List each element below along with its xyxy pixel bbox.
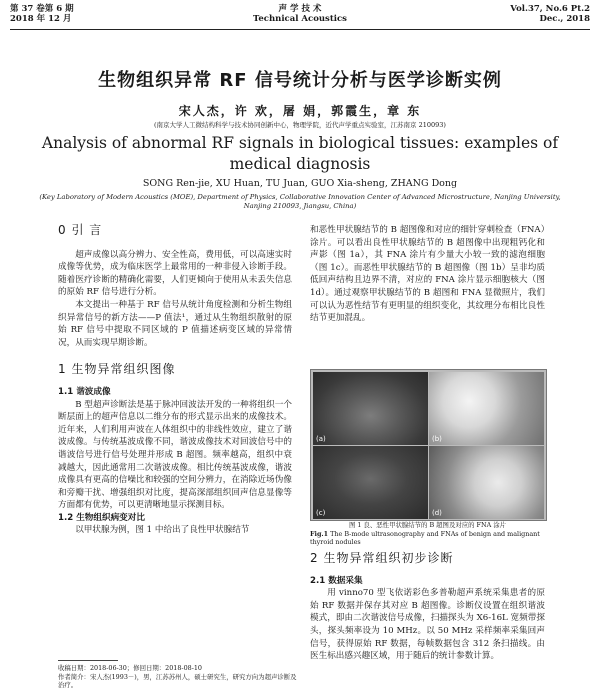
subsection-2-1-heading: 2.1 数据采集: [310, 575, 363, 586]
affiliation-cn: (南京大学人工微结构科学与技术协同创新中心，物理学院，近代声学重点实验室，江苏南京 210093): [154, 121, 446, 129]
header-center: [10, 4, 590, 24]
figure-panel-a: [313, 372, 428, 445]
caption-en-label: Fig.1: [310, 529, 329, 538]
tissue-comparison-paragraph: 以甲状腺为例，图 1 中给出了良性甲状腺结节: [75, 525, 250, 536]
intro-paragraph-1: 超声成像以高分辨力、安全性高，费用低，可以高速实时成像等优势，成为临床医学上最常用的一种非侵入诊断手段。随着医疗诊断的精确化需要，人们更倾向于使用从未丢失信息的原始 RF 信号进行分析。: [58, 249, 292, 298]
affiliation-en: (Key Laboratory of Modern Acoustics (MOE), Department of Physics, Collaborative Innovation Center of Advanced Microstructure, Nanjing University, Nanjing 210093, Jiangsu, China): [39, 193, 561, 210]
section-1-heading: 1 生物异常组织图像: [58, 362, 176, 377]
footnote: [58, 664, 298, 690]
data-collection-paragraph: 用 vinno70 型飞依诺彩色多普勒超声系统采集患者的原始 RF 数据并保存其对应 B 超图像。诊断仪设置在组织谐波模式，即由二次谐波信号成像，扫描探头为 X6-16L 宽频带探头，探头频率设为 10 MHz。以 50 MHz 采样频率采集回声信号，获得原始 RF 数据，每帧数据包含 312 条扫描线。由医生标出感兴趣区域，用于随后的统计参数计算。: [310, 588, 545, 662]
figure-panel-c: [313, 446, 428, 519]
figure-panel-d: [429, 446, 544, 519]
caption-en: The B-mode ultrasonography and FNAs of benign and malignant thyroid nodules: [310, 529, 540, 546]
authors-cn: 宋人杰，许 欢，屠 娟，郭霞生，章 东: [178, 104, 422, 118]
harmonic-imaging-paragraph: B 型超声诊断法是基于脉冲回波法开发的一种将组织一个断层面上的超声信息以二维分布的形式显示出来的成像技术。近年来，人们利用声波在人体组织中的非线性效应，建立了谐波成像。与传统基波成像不同，谐波成像技术对回波信号中的谐波信号进行信号处理并形成 B 超图。频率越高，组织中衰减越大，因此通常用二次谐波成像。相比传统基波成像，谐波成像具有更高的信噪比和较强的空间分辨力，在消除近场伪像和旁瓣干扰、增强组织对比度，提高深部组织回声信息显像等方面都有优势，可以更清晰地显示探测目标。: [58, 399, 292, 511]
title-en: Analysis of abnormal RF signals in biological tissues: examples of medical diagnosis: [41, 134, 559, 173]
panel-label-c: (c): [316, 509, 326, 517]
left-column: [58, 224, 292, 537]
volume-cn: 第 37 卷第 6 期: [10, 4, 74, 14]
panel-label-d: (d): [432, 509, 442, 517]
header-right: [510, 4, 590, 24]
figure-panel-b: [429, 372, 544, 445]
date-cn: 2018 年 12 月: [10, 14, 72, 24]
figure-caption: [310, 521, 545, 547]
header-rule: [10, 29, 590, 30]
section-0-heading: 0 引 言: [58, 223, 103, 237]
panel-label-a: (a): [316, 435, 326, 443]
subsection-1-1-heading: 1.1 谐波成像: [58, 386, 111, 397]
journal-en: Technical Acoustics: [253, 14, 347, 24]
journal-cn: 声 学 技 术: [278, 4, 322, 14]
right-column-bottom: [310, 552, 545, 663]
right-column-top: [310, 224, 545, 325]
footnote-rule: [58, 660, 118, 661]
subsection-1-2-heading: 1.2 生物组织病变对比: [58, 512, 145, 523]
figure-1: [310, 369, 547, 521]
volume-en: Vol.37, No.6 Pt.2: [510, 4, 590, 14]
panel-label-b: (b): [432, 435, 442, 443]
figure-description-paragraph: 和恶性甲状腺结节的 B 超图像和对应的细针穿刺检查（FNA）涂片。可以看出良性甲状腺结节的 B 超图像中出现粗钙化和声影（图 1a），其 FNA 涂片有少量大小较一致的滤泡细胞（图 1c）。而恶性甲状腺结节的 B 超图像（图 1b）呈非均质低回声结构且边界不清，对应的 FNA 涂片显示细胞核大（图 1d）。通过观察甲状腺结节的 B 超图和 FNA 显微照片，我们可以认为恶性结节有更明显的组织变化，其纹理分布相比良性结节更加混乱。: [310, 225, 545, 324]
author-bio: 作者简介：宋人杰(1993－)，男，江苏苏州人，硕士研究生，研究方向为超声诊断及治疗。: [58, 672, 297, 689]
running-header: [10, 4, 590, 28]
section-2-heading: 2 生物异常组织初步诊断: [310, 551, 454, 565]
received-date: 收稿日期：2018-06-30；修回日期：2018-08-10: [58, 664, 202, 672]
title-cn: 生物组织异常 RF 信号统计分析与医学诊断实例: [98, 70, 502, 91]
intro-paragraph-2: 本文提出一种基于 RF 信号从统计角度检测和分析生物组织异常信号的新方法——P 值法¹，通过从生物组织散射的原始 RF 信号中提取不同区域的 P 值描述病变区域的异常情况，从而实现早期诊断。: [58, 299, 292, 348]
date-en: Dec., 2018: [539, 14, 590, 24]
authors-en: SONG Ren-jie, XU Huan, TU Juan, GUO Xia-sheng, ZHANG Dong: [142, 178, 458, 189]
caption-cn: 图 1 良、恶性甲状腺结节的 B 超图及对应的 FNA 涂片: [348, 521, 506, 529]
